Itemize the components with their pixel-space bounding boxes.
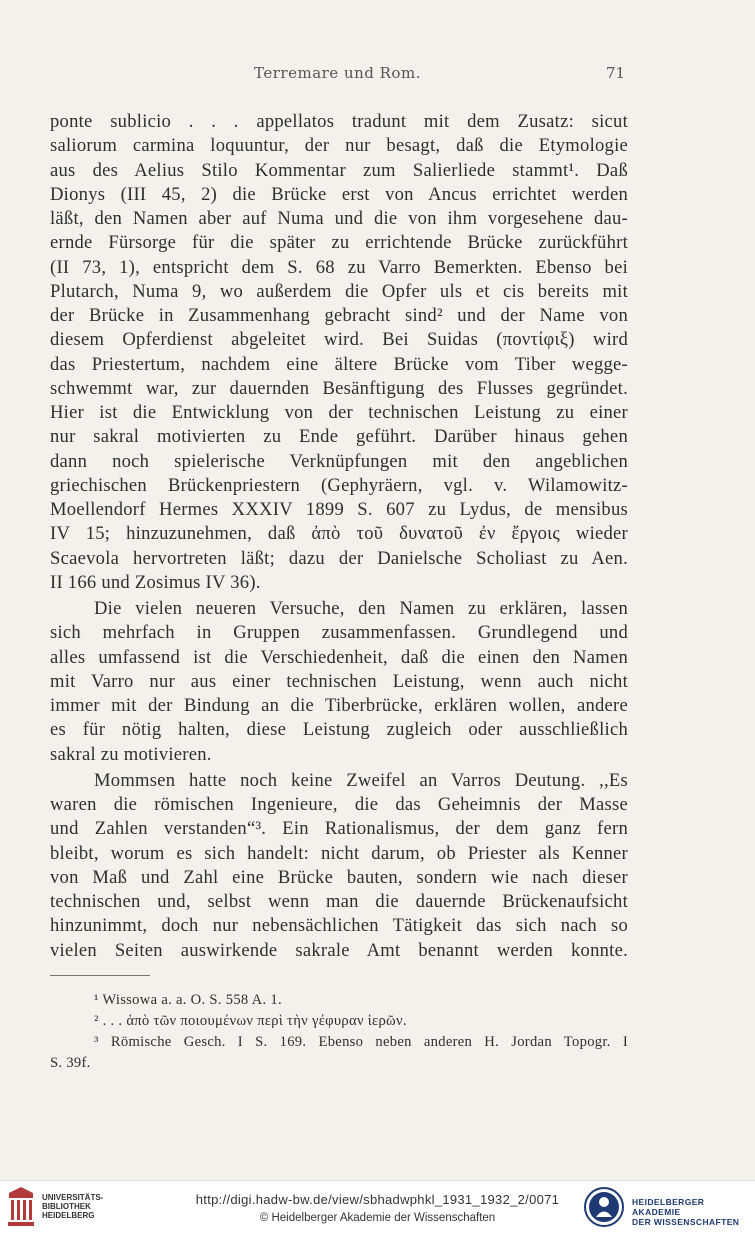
text-line: läßt, den Namen aber auf Numa und die von ihm vorgesehene dau- — [50, 208, 628, 229]
text-line: Hier ist die Entwicklung von der technischen Leistung zu einer — [50, 402, 628, 423]
text-line: Plutarch, Numa 9, wo außerdem die Opfer uls et cis bereits mit — [50, 280, 628, 302]
body-text — [50, 110, 628, 963]
copyright-notice: © Heidelberger Akademie der Wissenschaften — [259, 1212, 496, 1224]
text-line: sakral zu motivieren. — [50, 743, 212, 765]
text-line: bleibt, worum es sich handelt: nicht darum, ob Priester als Kenner — [50, 842, 628, 864]
text-line: Dionys (III 45, 2) die Brücke erst von Ancus errichtet werden — [50, 183, 628, 205]
text-line: technischen und, selbst wenn man die dauernde Brückenaufsicht — [50, 891, 628, 912]
text-line: ernde Fürsorge für die später zu errichtende Brücke zurückführt — [50, 232, 628, 254]
text-line: das Priestertum, nachdem eine ältere Brücke vom Tiber wegge- — [50, 353, 628, 375]
text-line: vielen Seiten auswirkende sakrale Amt benannt werden konnte. — [50, 939, 628, 961]
text-line: Moellendorf Hermes XXXIV 1899 S. 607 zu Lydus, de mensibus — [50, 499, 628, 520]
text-line: alles umfassend ist die Verschiedenheit, daß die einen den Namen — [50, 646, 628, 668]
text-line: hinzunimmt, doch nur nebensächlichen Tätigkeit das sich nach so — [50, 915, 628, 937]
text-line: II 166 und Zosimus IV 36). — [50, 571, 261, 593]
text-line: ponte sublicio . . . appellatos tradunt mit dem Zusatz: sicut — [50, 111, 628, 132]
text-line: diesem Opferdienst abgeleitet wird. Bei Suidas (ποντίφιξ) wird — [50, 329, 628, 351]
text-line: (II 73, 1), entspricht dem S. 68 zu Varro Bemerkten. Ebenso bei — [50, 256, 628, 278]
text-line: saliorum carmina loquuntur, der nur besagt, daß die Etymologie — [50, 135, 628, 157]
footnote-2: ² . . . ἀπὸ τῶν ποιουμένων περὶ τὴν γέφυραν ἱερῶν. — [94, 1013, 407, 1029]
text-line: und Zahlen verstanden“³. Ein Rationalismus, der dem ganz fern — [50, 818, 628, 840]
text-line: dann noch spielerische Verknüpfungen mit den angeblichen — [50, 450, 628, 472]
text-line: von Maß und Zahl eine Brücke bauten, sondern wie nach dieser — [50, 866, 628, 888]
text-line: nur sakral motivierten zu Ende geführt. Darüber hinaus gehen — [50, 426, 628, 448]
text-line: sich mehrfach in Gruppen zusammenfassen. Grundlegend und — [50, 622, 628, 644]
academy-seal-icon — [584, 1186, 624, 1228]
text-line: aus des Aelius Stilo Kommentar zum Salierliede stammt¹. Daß — [50, 159, 628, 181]
text-line: IV 15; hinzuzunehmen, daß ἀπὸ τοῦ δυνατοῦ ἐν ἔργοις wieder — [50, 523, 628, 545]
footnote-3-continuation: S. 39f. — [50, 1055, 91, 1071]
viewer-footer — [0, 1180, 755, 1234]
text-line: Die vielen neueren Versuche, den Namen zu erklären, lassen — [94, 598, 628, 619]
text-line: griechischen Brückenpriestern (Gephyräern, vgl. v. Wilamowitz- — [50, 474, 628, 496]
text-line: mit Varro nur aus einer technischen Leistung, wenn auch nicht — [50, 670, 628, 692]
library-name: UNIVERSITÄTS- BIBLIOTHEK HEIDELBERG — [42, 1193, 104, 1220]
page-number: 71 — [605, 64, 625, 82]
footnote-rule — [50, 975, 150, 976]
text-line: Scaevola hervortreten läßt; dazu der Danielsche Scholiast zu Aen. — [50, 547, 628, 569]
footnotes — [50, 990, 628, 1074]
text-line: schwemmt war, zur dauernden Besänftigung des Flusses gegründet. — [50, 377, 628, 399]
running-head — [0, 64, 755, 88]
permalink-url[interactable]: http://digi.hadw-bw.de/view/sbhadwphkl_1931_1932_2/0071 — [195, 1192, 560, 1207]
footnote-1: ¹ Wissowa a. a. O. S. 558 A. 1. — [94, 992, 282, 1008]
text-line: es für nötig halten, diese Leistung zugleich oder ausschließlich — [50, 719, 628, 741]
academy-name: HEIDELBERGER AKADEMIE DER WISSENSCHAFTEN — [632, 1197, 740, 1227]
text-line: immer mit der Bindung an die Tiberbrücke, erklären wollen, andere — [50, 695, 628, 716]
running-title: Terremare und Rom. — [254, 64, 421, 82]
text-line: waren die römischen Ingenieure, die das Geheimnis der Masse — [50, 794, 628, 815]
text-line: der Brücke in Zusammenhang gebracht sind² und der Name von — [50, 305, 628, 326]
text-line: Mommsen hatte noch keine Zweifel an Varros Deutung. ,,Es — [94, 769, 628, 791]
footnote-3: ³ Römische Gesch. I S. 169. Ebenso neben anderen H. Jordan Topogr. I — [94, 1034, 628, 1050]
